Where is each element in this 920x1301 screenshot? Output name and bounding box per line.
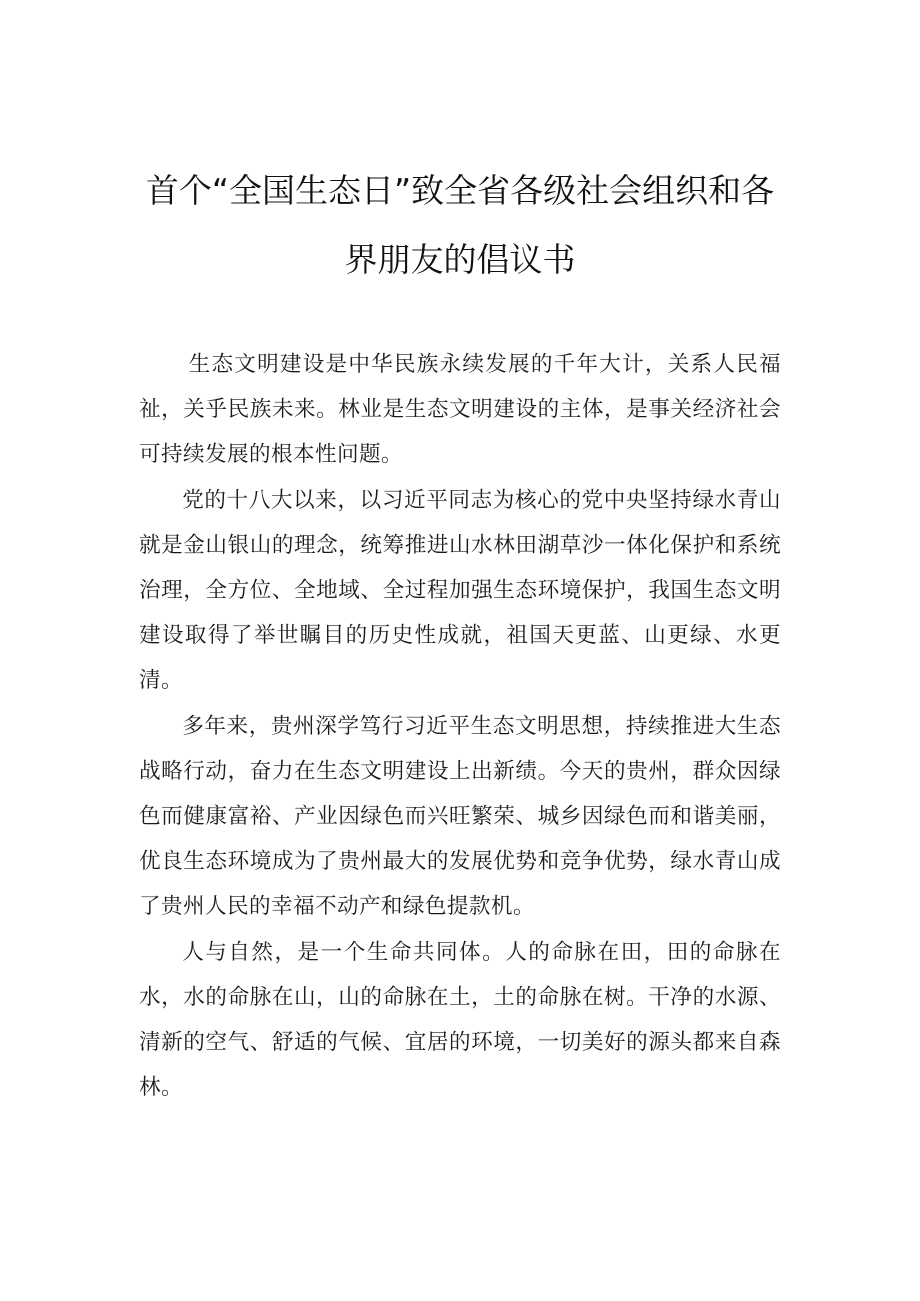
- paragraph-3: 多年来，贵州深学笃行习近平生态文明思想，持续推进大生态战略行动，奋力在生态文明建设上出新绩。今天的贵州，群众因绿色而健康富裕、产业因绿色而兴旺繁荣、城乡因绿色而和谐美丽，优良生态环境成为了贵州最大的发展优势和竞争优势，绿水青山成了贵州人民的幸福不动产和绿色提款机。: [139, 713, 781, 920]
- document-body: [139, 342, 781, 1110]
- document-title-line-2: 界朋友的倡议书: [344, 240, 576, 279]
- document-title-line-1: 首个“全国生态日”致全省各级社会组织和各: [145, 171, 775, 210]
- paragraph-2: 党的十八大以来，以习近平同志为核心的党中央坚持绿水青山就是金山银山的理念，统筹推进山水林田湖草沙一体化保护和系统治理，全方位、全地域、全过程加强生态环境保护，我国生态文明建设取得了举世瞩目的历史性成就，祖国天更蓝、山更绿、水更清。: [139, 487, 781, 694]
- paragraph-4: 人与自然，是一个生命共同体。人的命脉在田，田的命脉在水，水的命脉在山，山的命脉在土，土的命脉在树。干净的水源、清新的空气、舒适的气候、宜居的环境，一切美好的源头都来自森林。: [139, 939, 781, 1101]
- paragraph-1: 生态文明建设是中华民族永续发展的千年大计，关系人民福祉，关乎民族未来。林业是生态文明建设的主体，是事关经济社会可持续发展的根本性问题。: [139, 352, 781, 468]
